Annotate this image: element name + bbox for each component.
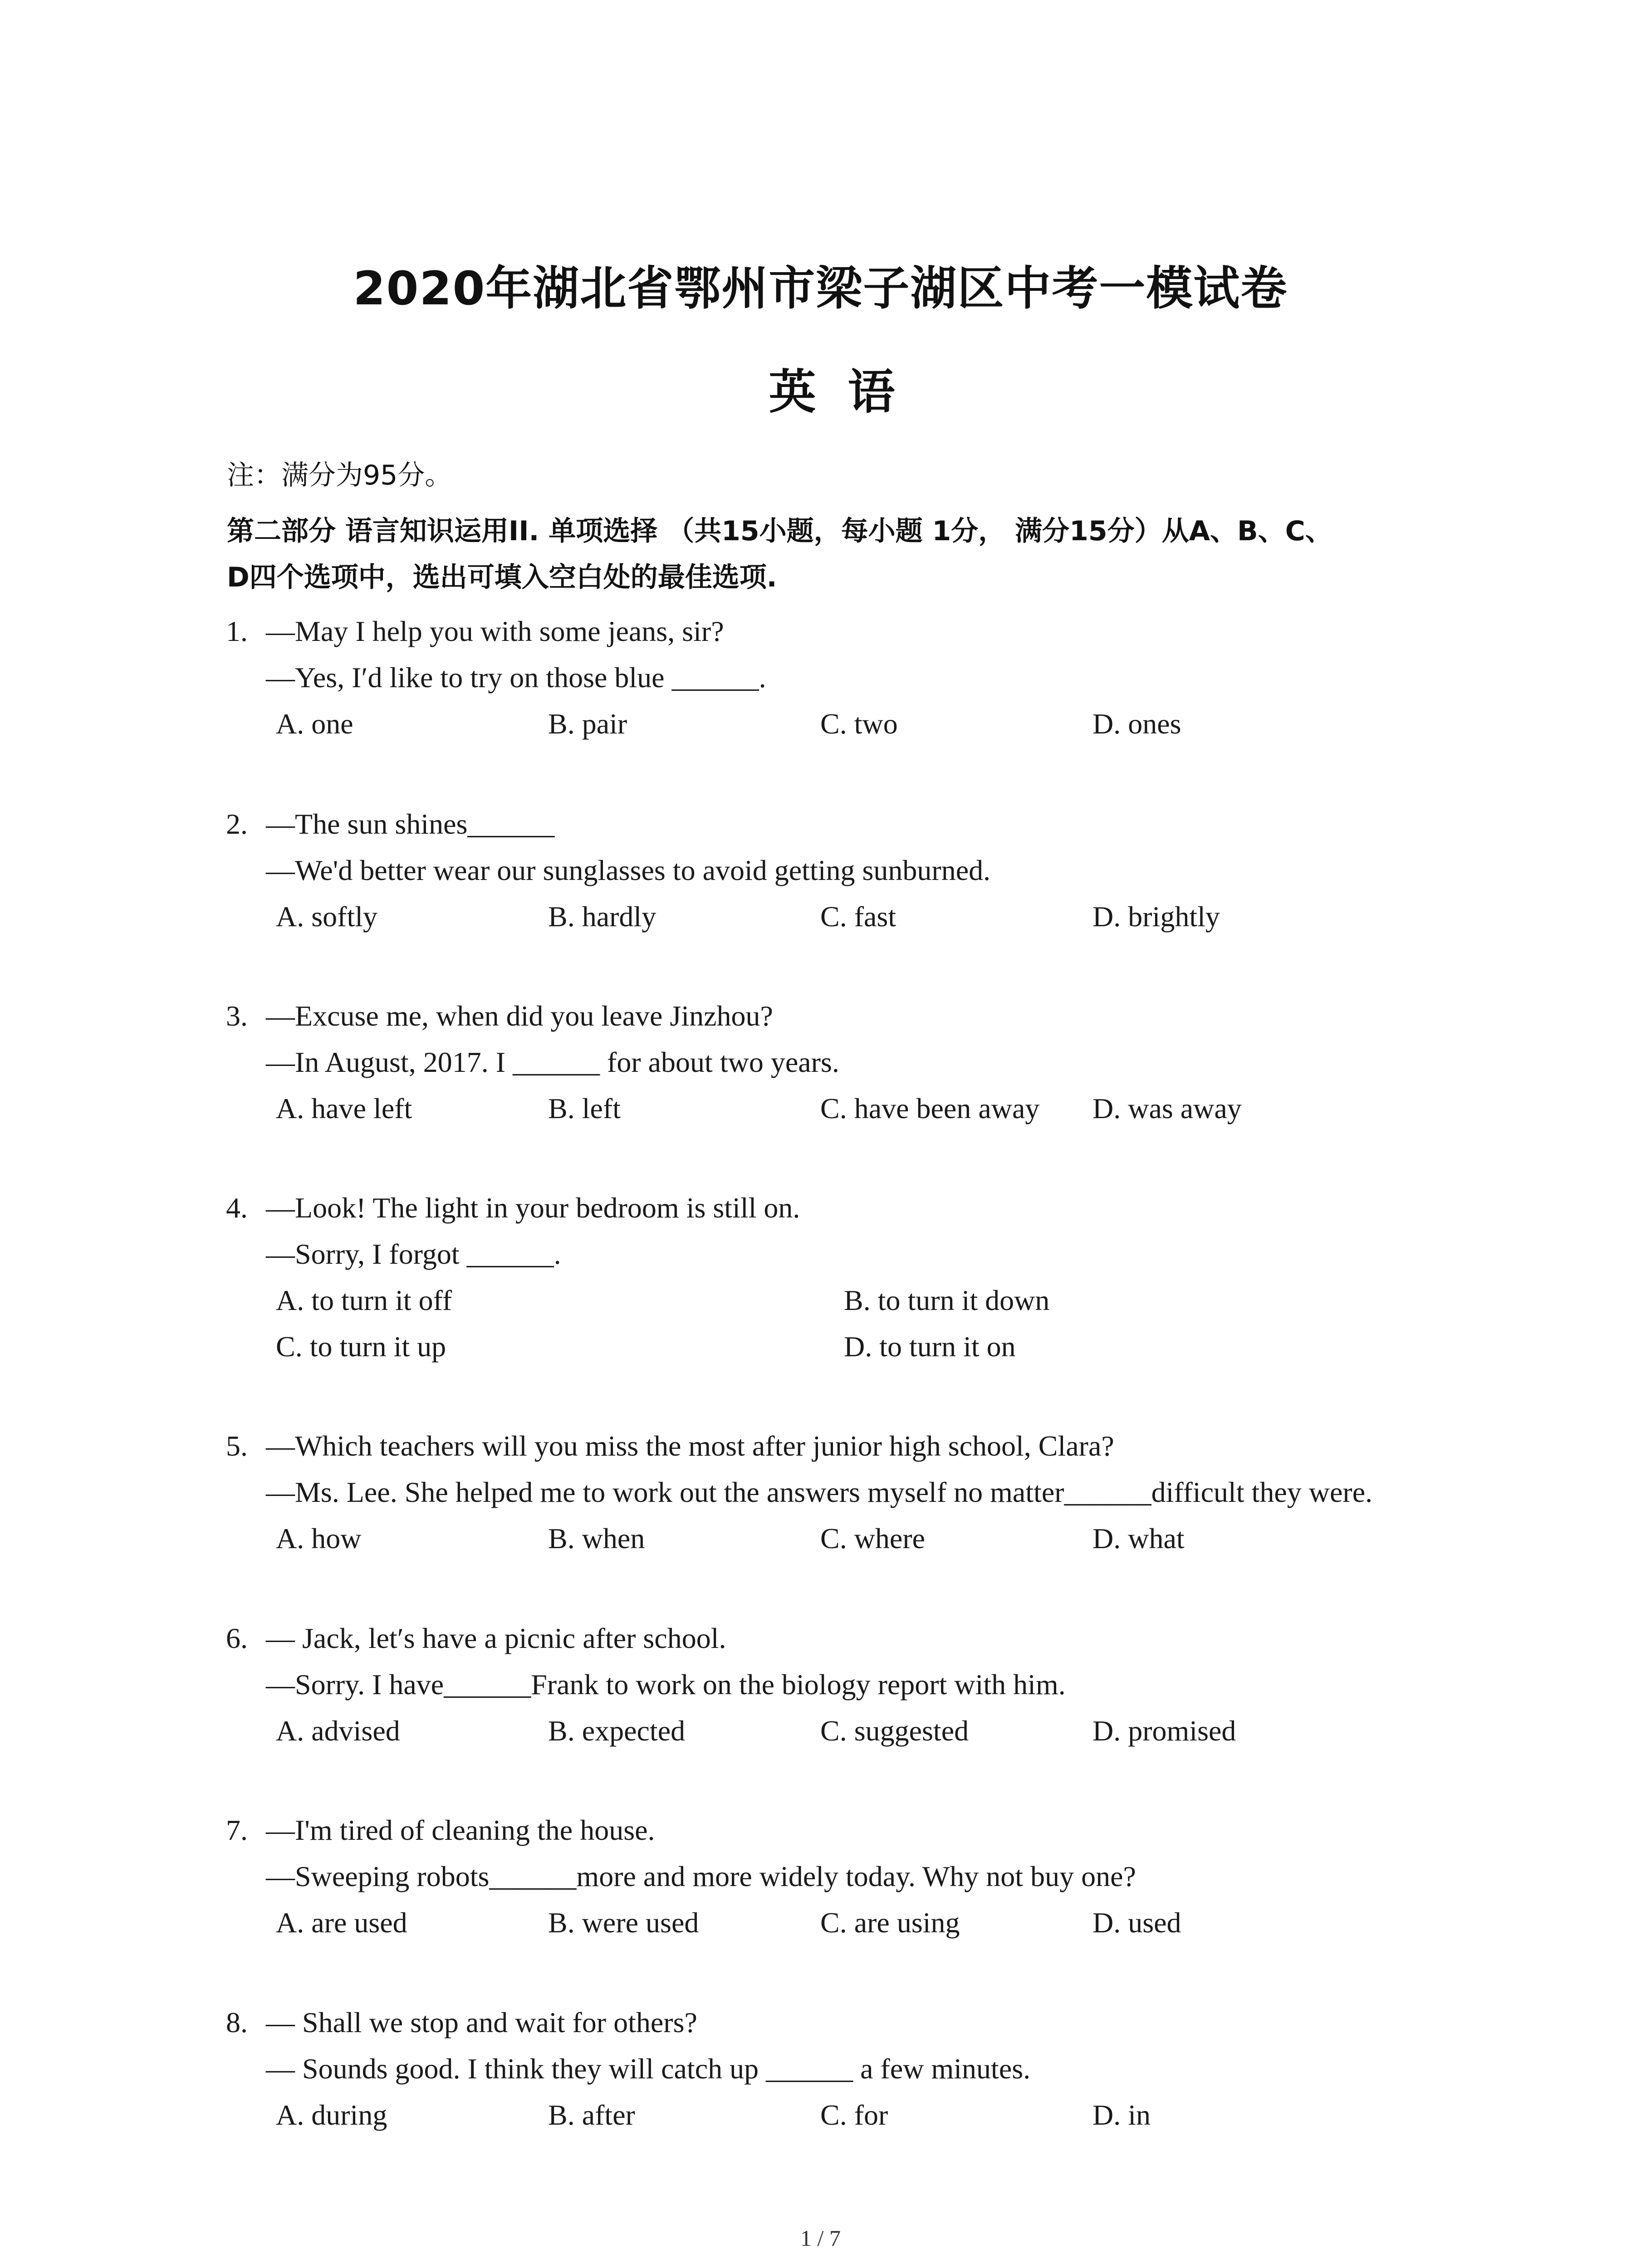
option-c: C. are using bbox=[820, 1906, 960, 1939]
option-b: B. after bbox=[548, 2099, 635, 2131]
option-d: D. what bbox=[1092, 1522, 1185, 1554]
option-c: C. to turn it up bbox=[276, 1330, 446, 1363]
question-number: 7. bbox=[226, 1814, 248, 1846]
option-b: B. to turn it down bbox=[844, 1284, 1050, 1316]
option-a: A. softly bbox=[276, 900, 377, 933]
option-d: D. brightly bbox=[1092, 900, 1220, 933]
option-c: C. two bbox=[820, 708, 898, 740]
option-d: D. was away bbox=[1092, 1092, 1242, 1124]
option-d: D. in bbox=[1092, 2099, 1151, 2131]
question-number: 3. bbox=[226, 1000, 248, 1032]
page-number: 1 / 7 bbox=[800, 2225, 841, 2251]
option-b: B. when bbox=[548, 1522, 645, 1554]
question-line: —Sorry. I have______Frank to work on the biology report with him. bbox=[266, 1668, 1066, 1701]
option-a: A. to turn it off bbox=[276, 1284, 452, 1316]
question-line: —Look! The light in your bedroom is still on. bbox=[266, 1192, 800, 1224]
option-a: A. how bbox=[276, 1522, 362, 1554]
question-line: —Excuse me, when did you leave Jinzhou? bbox=[266, 1000, 773, 1032]
question-number: 1. bbox=[226, 615, 248, 647]
subject-title: 英语 bbox=[769, 364, 927, 420]
question-line: — Sounds good. I think they will catch up ______ a few minutes. bbox=[266, 2053, 1031, 2085]
question-line: —Which teachers will you miss the most after junior high school, Clara? bbox=[266, 1430, 1114, 1462]
question-line: —Sorry, I forgot ______. bbox=[266, 1238, 561, 1270]
question-number: 6. bbox=[226, 1622, 248, 1654]
instruction-line: 第二部分 语言知识运用II. 单项选择 （共15小题，每小题 1分， 满分15分）从A、B、C、 bbox=[227, 515, 1332, 547]
score-note: 注：满分为95分。 bbox=[227, 459, 452, 491]
question-number: 5. bbox=[226, 1430, 248, 1462]
option-b: B. left bbox=[548, 1092, 621, 1124]
instruction-line: D四个选项中，选出可填入空白处的最佳选项. bbox=[227, 562, 777, 593]
question-line: —The sun shines______ bbox=[266, 808, 555, 840]
option-c: C. fast bbox=[820, 900, 896, 933]
question-line: —I'm tired of cleaning the house. bbox=[266, 1814, 655, 1846]
option-a: A. advised bbox=[276, 1715, 400, 1747]
question-line: —We'd better wear our sunglasses to avoid getting sunburned. bbox=[266, 854, 991, 886]
option-b: B. were used bbox=[548, 1906, 699, 1939]
question-line: — Jack, let′s have a picnic after school. bbox=[266, 1622, 726, 1654]
option-d: D. promised bbox=[1092, 1715, 1236, 1747]
option-a: A. one bbox=[276, 708, 353, 740]
option-a: A. during bbox=[276, 2099, 387, 2131]
question-number: 2. bbox=[226, 808, 248, 840]
option-c: C. have been away bbox=[820, 1092, 1040, 1124]
question-line: — Shall we stop and wait for others? bbox=[266, 2006, 697, 2038]
question-line: —Ms. Lee. She helped me to work out the answers myself no matter______difficult they were. bbox=[266, 1476, 1373, 1508]
option-c: C. for bbox=[820, 2099, 888, 2131]
question-number: 8. bbox=[226, 2006, 248, 2038]
question-line: —Yes, I′d like to try on those blue ______. bbox=[266, 661, 766, 694]
question-number: 4. bbox=[226, 1192, 248, 1224]
option-d: D. to turn it on bbox=[844, 1330, 1016, 1363]
option-b: B. hardly bbox=[548, 900, 656, 933]
page-title: 2020年湖北省鄂州市梁子湖区中考一模试卷 bbox=[353, 262, 1288, 316]
section-instructions bbox=[227, 508, 1461, 601]
question-line: —In August, 2017. I ______ for about two years. bbox=[266, 1046, 839, 1078]
option-c: C. suggested bbox=[820, 1715, 969, 1747]
option-b: B. expected bbox=[548, 1715, 686, 1747]
option-a: A. are used bbox=[276, 1906, 407, 1939]
question-line: —Sweeping robots______more and more widely today. Why not buy one? bbox=[266, 1860, 1136, 1892]
option-b: B. pair bbox=[548, 708, 627, 740]
option-a: A. have left bbox=[276, 1092, 412, 1124]
question-line: —May I help you with some jeans, sir? bbox=[266, 615, 724, 647]
option-d: D. ones bbox=[1092, 708, 1181, 740]
option-c: C. where bbox=[820, 1522, 926, 1554]
option-d: D. used bbox=[1092, 1906, 1181, 1939]
